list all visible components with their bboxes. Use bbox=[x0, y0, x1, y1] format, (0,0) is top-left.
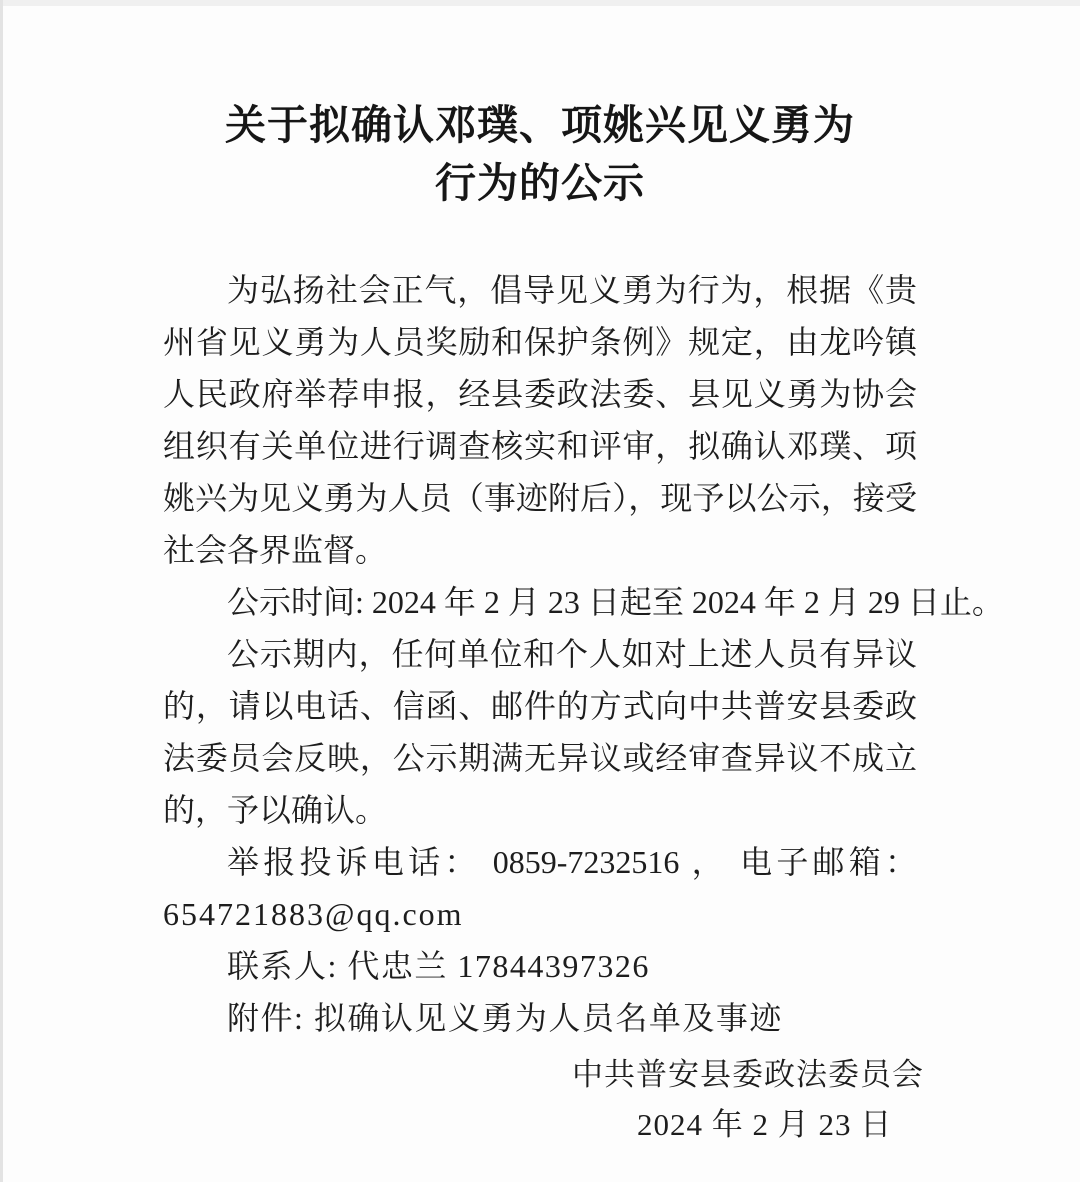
paragraph-intro: 为弘扬社会正气，倡导见义勇为行为，根据《贵州省见义勇为人员奖励和保护条例》规定，由龙吟镇人民政府举荐申报，经县委政法委、县见义勇为协会组织有关单位进行调查核实和评审，拟确认邓璞、项姚兴为见义勇为人员（事迹附后），现予以公示，接受社会各界监督。 bbox=[163, 272, 917, 568]
paragraph-contact-person: 联系人: 代忠兰 17844397326 bbox=[227, 948, 650, 984]
document-title-line-1: 关于拟确认邓璞、项姚兴见义勇为 bbox=[225, 102, 855, 148]
paragraph-publicity-period: 公示时间: 2024 年 2 月 23 日起至 2024 年 2 月 29 日止。 bbox=[227, 584, 1004, 620]
document-title bbox=[0, 96, 1080, 212]
document-body bbox=[163, 264, 1004, 1044]
paragraph-objection-instructions: 公示期内，任何单位和个人如对上述人员有异议的，请以电话、信函、邮件的方式向中共普安县委政法委员会反映，公示期满无异议或经审查异议不成立的，予以确认。 bbox=[163, 636, 917, 828]
paragraph-email-address: 654721883@qq.com bbox=[163, 896, 464, 932]
signature-organization: 中共普安县委政法委员会 bbox=[572, 1057, 924, 1092]
scan-artifact-top-edge bbox=[0, 0, 1080, 6]
paragraph-attachment: 附件: 拟确认见义勇为人员名单及事迹 bbox=[227, 1000, 783, 1036]
signature-date: 2024 年 2 月 23 日 bbox=[637, 1107, 893, 1142]
document-title-line-2: 行为的公示 bbox=[435, 160, 645, 206]
paragraph-report-phone-email: 举报投诉电话： 0859-7232516 ， 电子邮箱： bbox=[227, 844, 917, 880]
